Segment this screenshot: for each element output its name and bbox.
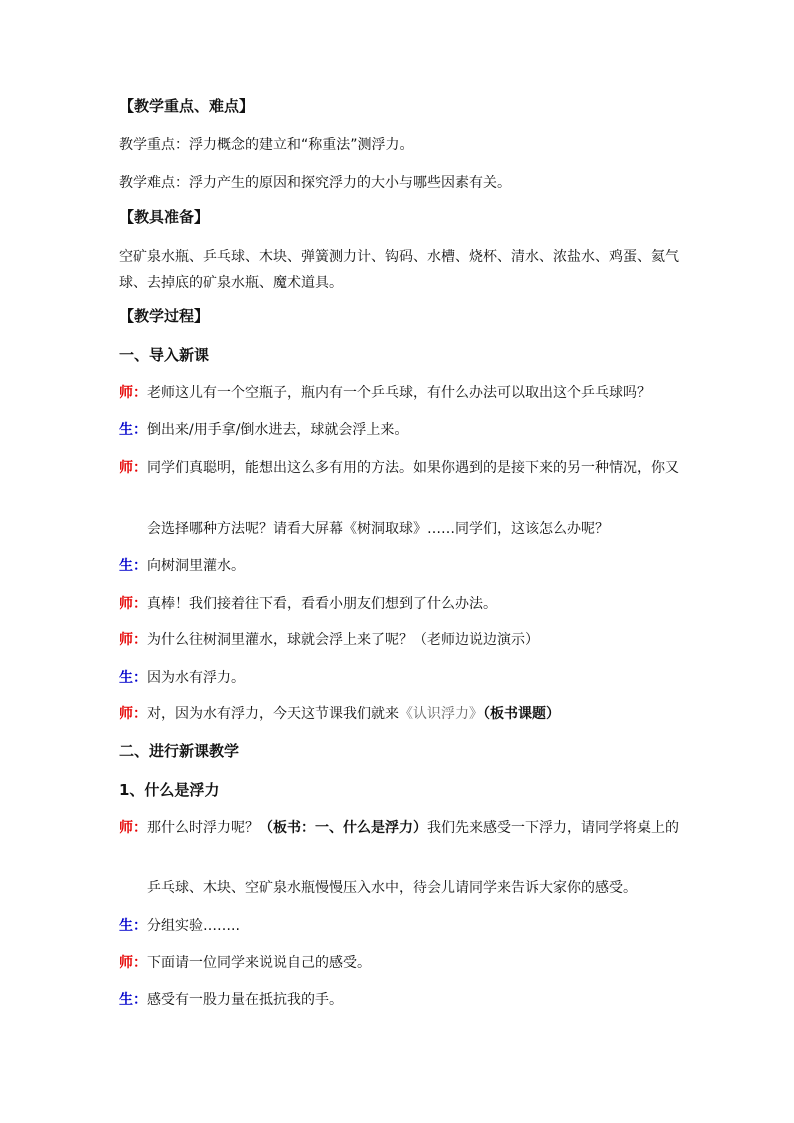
teacher-label: 师： (119, 706, 147, 722)
dialogue-line (119, 594, 679, 614)
dialogue-line (119, 455, 679, 481)
difficulty-text: 教学难点：浮力产生的原因和探究浮力的大小与哪些因素有关。 (119, 175, 511, 191)
dialogue-text: 真棒！我们接着往下看，看看小朋友们想到了什么办法。 (147, 596, 497, 612)
teacher-label: 师： (119, 820, 147, 836)
section-new-lesson-heading: 二、进行新课教学 (119, 742, 240, 760)
dialogue-line (119, 704, 679, 724)
student-label: 生： (119, 670, 147, 686)
subsection-what-is-buoyancy: 1、什么是浮力 (119, 781, 220, 799)
dialogue-text: 为什么往树洞里灌水，球就会浮上来了呢？（老师边说边演示） (147, 632, 539, 648)
blackboard-note: （板书课题） (483, 706, 560, 722)
student-label: 生： (119, 558, 147, 574)
dialogue-text: 下面请一位同学来说说自己的感受。 (147, 955, 371, 971)
dialogue-text: 分组实验…….. (147, 918, 240, 934)
dialogue-line (119, 815, 679, 841)
student-label: 生： (119, 918, 147, 934)
teacher-label: 师： (119, 955, 147, 971)
dialogue-line (119, 916, 679, 936)
dialogue-text: 老师这儿有一个空瓶子，瓶内有一个乒乓球，有什么办法可以取出这个乒乓球吗？ (147, 385, 651, 401)
teacher-label: 师： (119, 460, 147, 476)
dialogue-text: 倒出来/用手拿/倒水进去，球就会浮上来。 (147, 422, 409, 438)
dialogue-text: 那什么时浮力呢？ (147, 820, 259, 836)
section-intro-heading: 一、导入新课 (119, 346, 210, 364)
dialogue-continuation: 会选择哪种方法呢？请看大屏幕《树洞取球》……同学们，这该怎么办呢？ (147, 521, 609, 537)
teacher-label: 师： (119, 596, 147, 612)
dialogue-text: 感受有一股力量在抵抗我的手。 (147, 992, 343, 1008)
dialogue-text: 我们先来感受一下浮力，请同学将桌上的 (427, 820, 679, 836)
dialogue-text: 同学们真聪明，能想出这么多有用的方法。如果你遇到的是接下来的另一种情况，你又 (147, 460, 679, 476)
dialogue-continuation: 乒乓球、木块、空矿泉水瓶慢慢压入水中，待会儿请同学来告诉大家你的感受。 (147, 880, 637, 896)
dialogue-text: 向树洞里灌水。 (147, 558, 245, 574)
dialogue-text: 对，因为水有浮力，今天这节课我们就来 (147, 706, 399, 722)
course-title: 《认识浮力》 (399, 706, 483, 722)
dialogue-line (119, 953, 679, 973)
student-label: 生： (119, 992, 147, 1008)
key-point-text: 教学重点：浮力概念的建立和“称重法”测浮力。 (119, 137, 414, 153)
dialogue-text: 因为水有浮力。 (147, 670, 245, 686)
dialogue-line (119, 630, 679, 650)
student-label: 生： (119, 422, 147, 438)
key-points-heading: 【教学重点、难点】 (119, 97, 255, 115)
teacher-label: 师： (119, 632, 147, 648)
teacher-label: 师： (119, 385, 147, 401)
tools-heading: 【教具准备】 (119, 208, 210, 226)
dialogue-line (119, 383, 679, 403)
dialogue-line (119, 668, 679, 688)
tools-text: 空矿泉水瓶、乒乓球、木块、弹簧测力计、钩码、水槽、烧杯、清水、浓盐水、鸡蛋、氦气球、去掉底的矿泉水瓶、魔术道具。 (119, 249, 679, 291)
process-heading: 【教学过程】 (119, 307, 210, 325)
dialogue-line (119, 990, 679, 1010)
dialogue-line (119, 556, 679, 576)
dialogue-line (119, 420, 679, 440)
blackboard-note: （板书：一、什么是浮力） (259, 820, 427, 836)
